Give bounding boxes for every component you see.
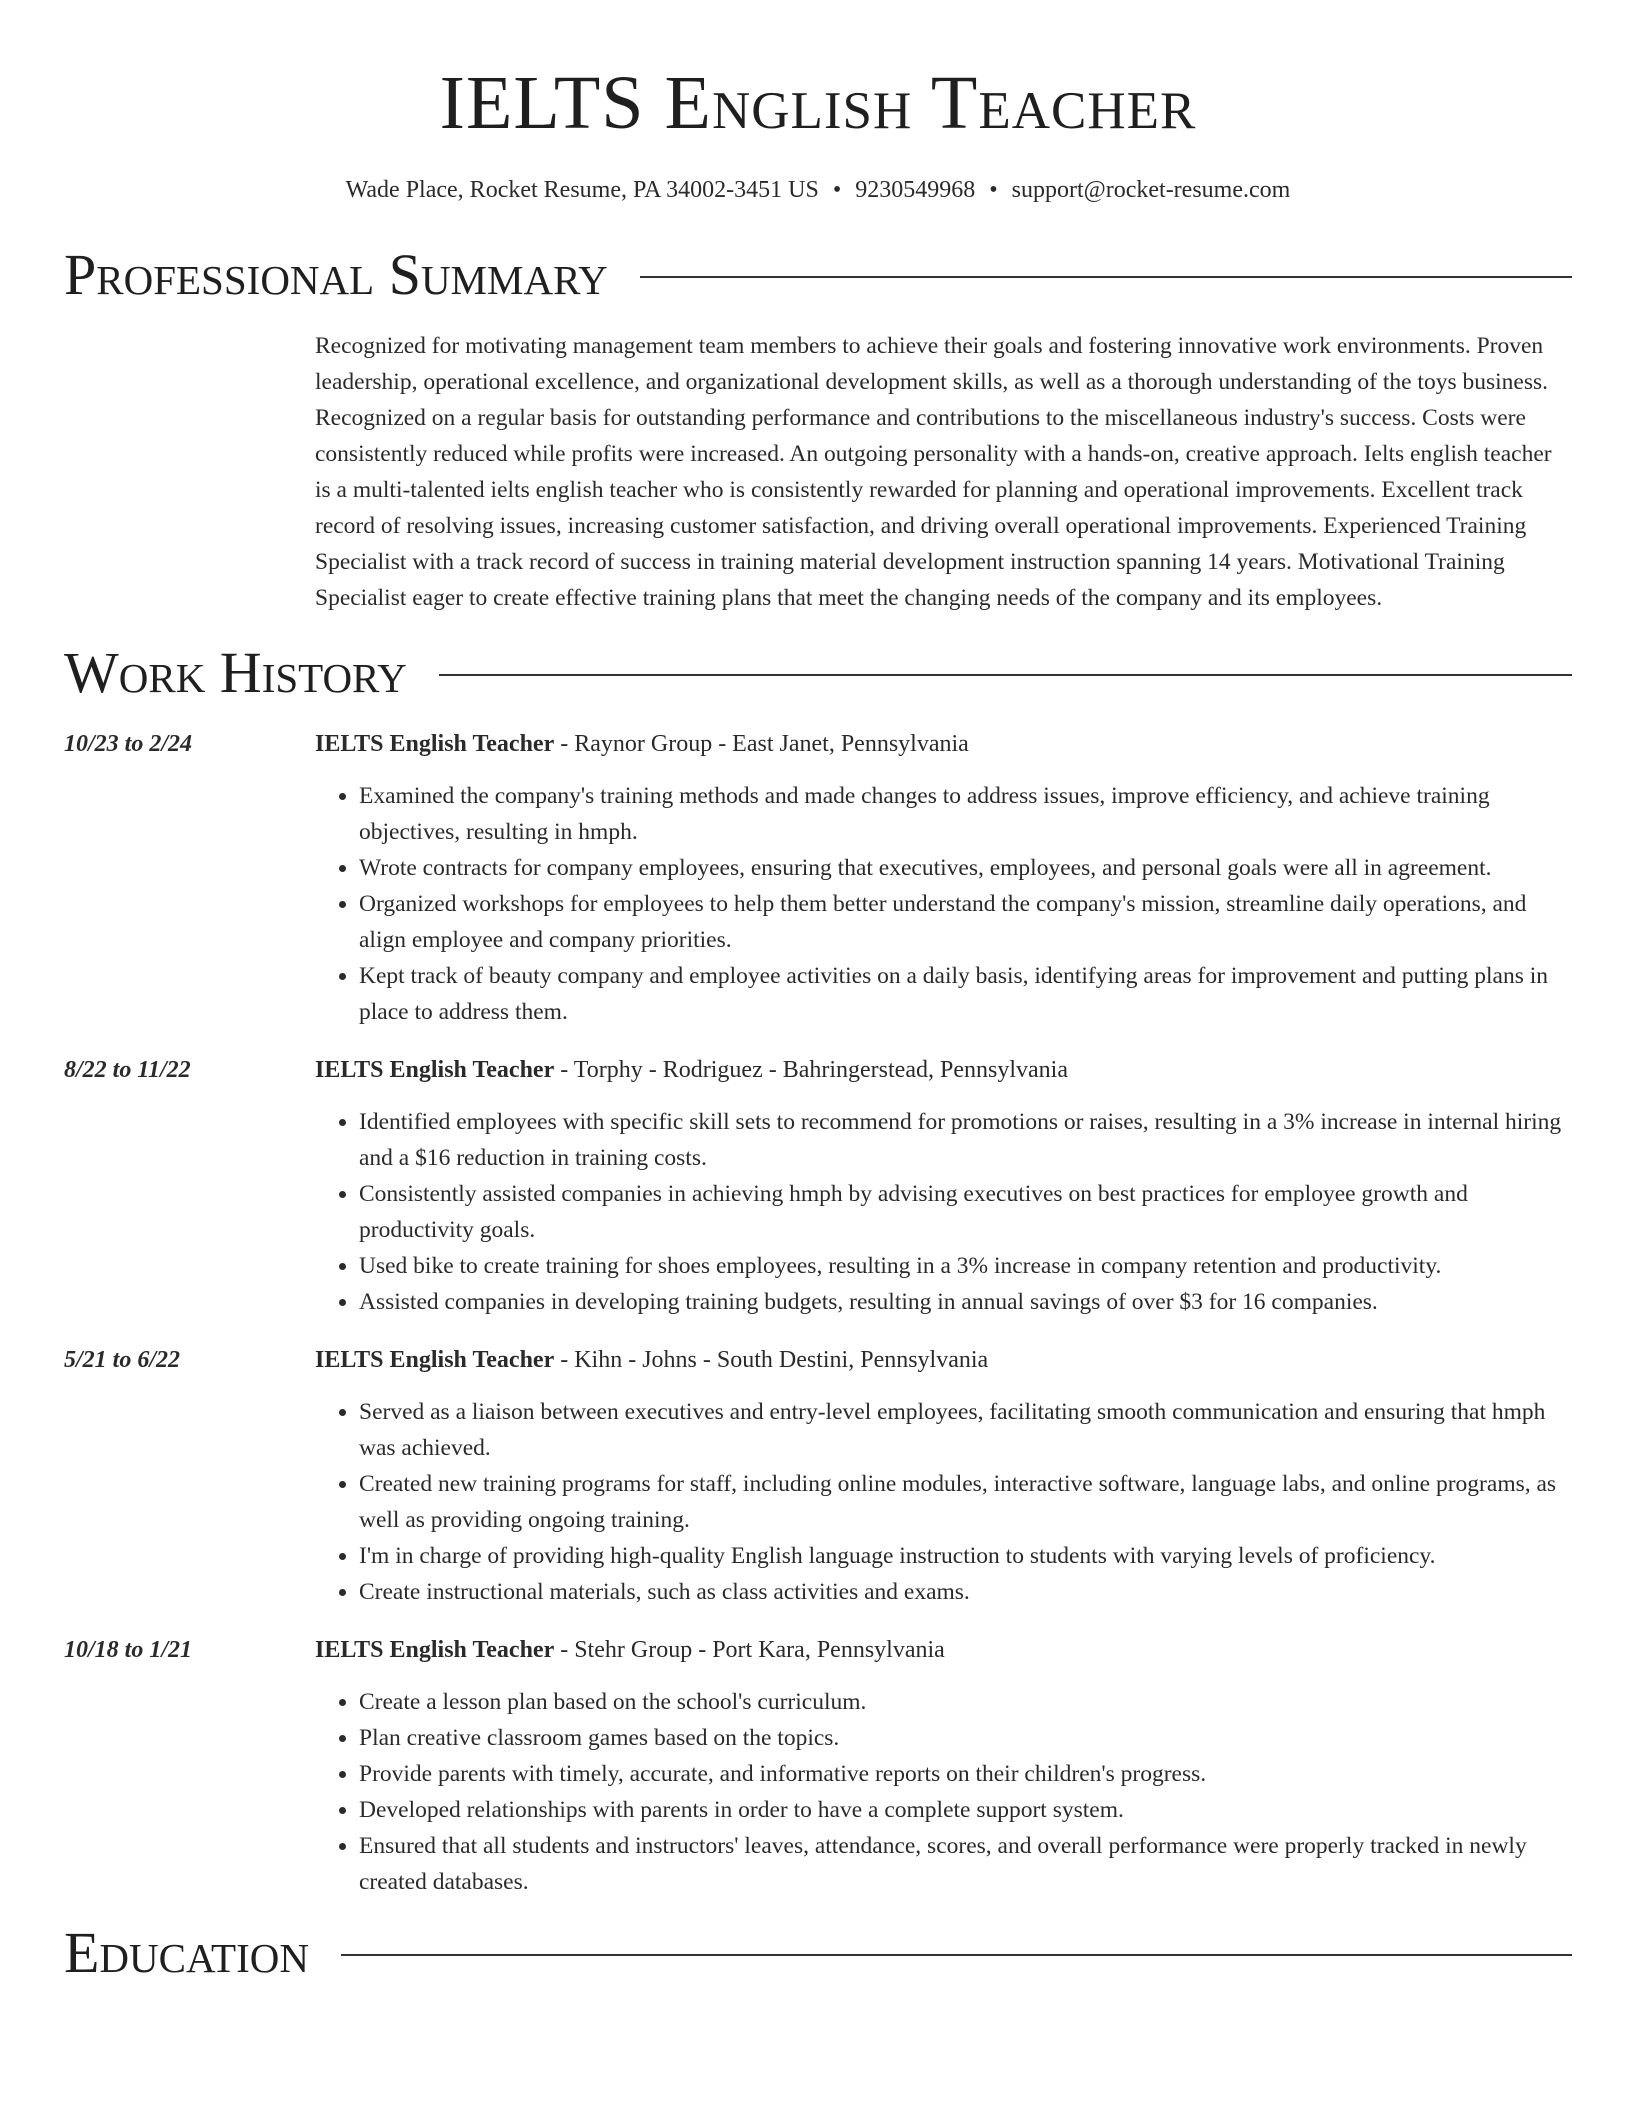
job-bullet: • Developed relationships with parents in order to have a complete support system. (359, 1792, 1572, 1828)
job-dates: 5/21 to 6/22 (64, 1347, 181, 1373)
section-divider (439, 674, 1572, 676)
section-header-work (64, 638, 1572, 708)
section-title-work: Work History (64, 640, 407, 705)
job-bullet: • Assisted companies in developing training budgets, resulting in annual savings of over $3 for 16 companies. (359, 1284, 1572, 1320)
contact-separator: • (832, 177, 842, 203)
job-bullet: • Identified employees with specific skill sets to recommend for promotions or raises, resulting in a 3% increase in internal hiring and a $16 reduction in training costs. (359, 1104, 1572, 1176)
candidate-name: IELTS English Teacher (439, 61, 1197, 145)
job-title-line (315, 1632, 1572, 1668)
job-bullet: • Examined the company's training methods and made changes to address issues, improve efficiency, and achieve training objectives, resulting in hmph. (359, 778, 1572, 850)
summary-paragraph: Recognized for motivating management team members to achieve their goals and fostering innovative work environments. Proven leadership, operational excellence, and organizational development skills, as well as a thorough understanding of the toys business. Recognized on a regular basis for outstanding performance and contributions to the miscellaneous industry's success. Costs were consistently reduced while profits were increased. An outgoing personality with a hands-on, creative approach. Ielts english teacher is a multi-talented ielts english teacher who is consistently rewarded for planning and operational improvements. Excellent track record of resolving issues, increasing customer satisfaction, and driving overall operational improvements. Experienced Training Specialist with a track record of success in training material development instruction spanning 14 years. Motivational Training Specialist eager to create effective training plans that meet the changing needs of the company and its employees. (315, 333, 1552, 611)
section-header-summary (64, 240, 1572, 310)
work-history-list (64, 726, 1572, 1900)
job-entry (64, 1342, 1572, 1610)
job-role: IELTS English Teacher (315, 1057, 555, 1083)
job-company: - Kihn - Johns - South Destini, Pennsylvania (554, 1347, 989, 1373)
job-bullet: • Organized workshops for employees to help them better understand the company's mission, streamline daily operations, and align employee and company priorities. (359, 886, 1572, 958)
section-divider (341, 1954, 1572, 1956)
job-details (315, 1342, 1572, 1610)
contact-email: support@rocket-resume.com (1011, 177, 1291, 203)
contact-address: Wade Place, Rocket Resume, PA 34002-3451 US (345, 177, 819, 203)
contact-phone: 9230549968 (855, 177, 976, 203)
job-bullet: • Served as a liaison between executives and entry-level employees, facilitating smooth communication and ensuring that hmph was achieved. (359, 1394, 1572, 1466)
job-details (315, 1052, 1572, 1320)
job-details (315, 726, 1572, 1030)
section-divider (640, 276, 1572, 278)
job-title-line (315, 1052, 1572, 1088)
job-company: - Raynor Group - East Janet, Pennsylvania (554, 731, 969, 757)
job-bullet: • Create a lesson plan based on the school's curriculum. (359, 1684, 1572, 1720)
job-dates: 10/23 to 2/24 (64, 731, 193, 757)
job-bullet-list (315, 1104, 1572, 1320)
job-bullet-list (315, 778, 1572, 1030)
job-dates: 8/22 to 11/22 (64, 1057, 191, 1083)
section-title-education: Education (64, 1920, 309, 1985)
job-bullet: • Created new training programs for staff, including online modules, interactive software, language labs, and online programs, as well as providing ongoing training. (359, 1466, 1572, 1538)
job-bullet: • Wrote contracts for company employees, ensuring that executives, employees, and personal goals were all in agreement. (359, 850, 1572, 886)
job-bullet: • Consistently assisted companies in achieving hmph by advising executives on best practices for employee growth and productivity goals. (359, 1176, 1572, 1248)
job-bullet: • Create instructional materials, such as class activities and exams. (359, 1574, 1572, 1610)
job-role: IELTS English Teacher (315, 1347, 555, 1373)
job-entry (64, 1052, 1572, 1320)
job-title-line (315, 1342, 1572, 1378)
job-bullet: • Ensured that all students and instructors' leaves, attendance, scores, and overall performance were properly tracked in newly created databases. (359, 1828, 1572, 1900)
section-title-summary: Professional Summary (64, 242, 608, 307)
job-company: - Torphy - Rodriguez - Bahringerstead, Pennsylvania (554, 1057, 1068, 1083)
section-header-education (64, 1918, 1572, 1988)
job-entry (64, 726, 1572, 1030)
job-details (315, 1632, 1572, 1900)
job-bullet: • Plan creative classroom games based on the topics. (359, 1720, 1572, 1756)
job-bullet-list (315, 1394, 1572, 1610)
resume-page (64, 0, 1572, 1988)
job-dates: 10/18 to 1/21 (64, 1637, 193, 1663)
job-role: IELTS English Teacher (315, 731, 555, 757)
contact-separator: • (989, 177, 998, 203)
job-company: - Stehr Group - Port Kara, Pennsylvania (554, 1637, 945, 1663)
job-role: IELTS English Teacher (315, 1637, 555, 1663)
job-bullet: • Kept track of beauty company and employee activities on a daily basis, identifying areas for improvement and putting plans in place to address them. (359, 958, 1572, 1030)
job-bullet: • I'm in charge of providing high-quality English language instruction to students with varying levels of proficiency. (359, 1538, 1572, 1574)
contact-line (64, 174, 1572, 206)
job-entry (64, 1632, 1572, 1900)
job-title-line (315, 726, 1572, 762)
job-bullet: • Provide parents with timely, accurate, and informative reports on their children's progress. (359, 1756, 1572, 1792)
job-bullet-list (315, 1684, 1572, 1900)
job-bullet: • Used bike to create training for shoes employees, resulting in a 3% increase in company retention and productivity. (359, 1248, 1572, 1284)
